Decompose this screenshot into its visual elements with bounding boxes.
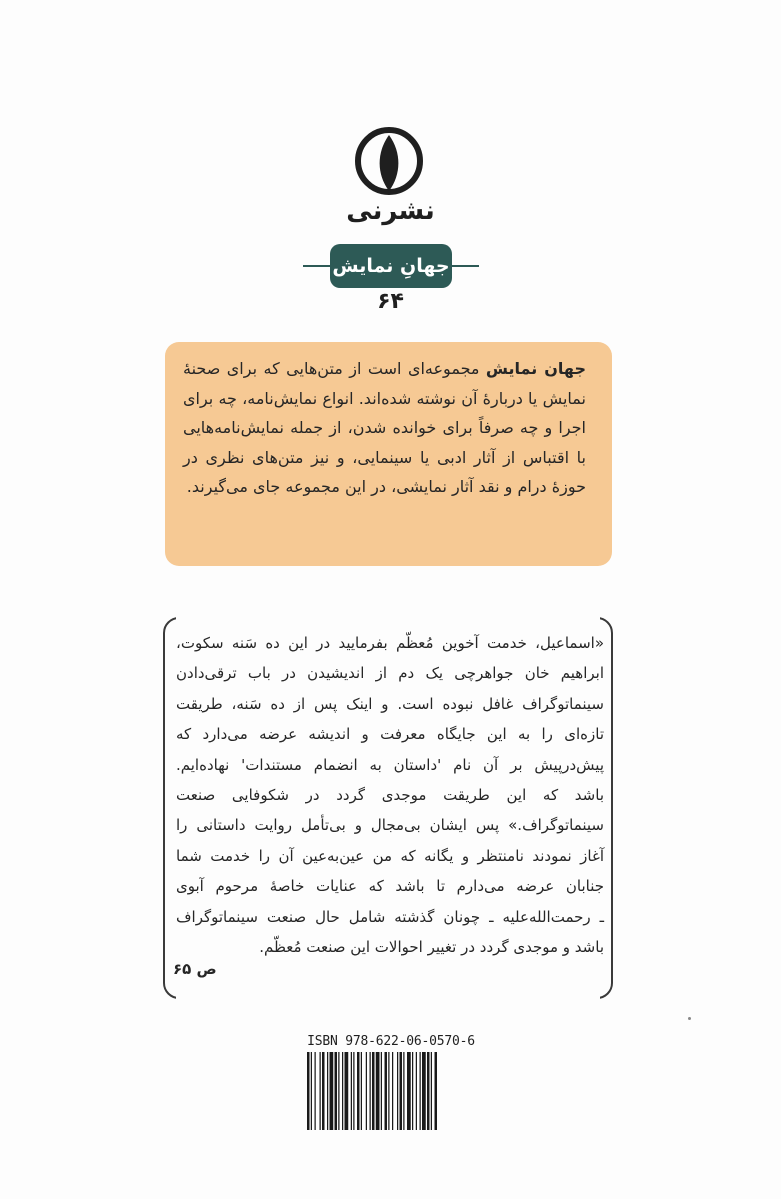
book-excerpt — [176, 628, 604, 962]
barcode-bar — [335, 1052, 338, 1130]
leaf-logo-icon — [350, 125, 428, 197]
barcode-bar — [338, 1052, 339, 1130]
barcode-bar — [388, 1052, 389, 1130]
excerpt-line: سینماتوگراف.» پس ایشان بی‌مجال و بی‌تأمل روایت داستانی را — [176, 816, 604, 835]
barcode-bar — [357, 1052, 360, 1130]
barcode-bar — [431, 1052, 432, 1130]
description-line: برای صحنهٔ نمایش یا دربارهٔ آن نوشته شده‌اند. — [183, 359, 587, 408]
barcode-bar — [376, 1052, 380, 1130]
barcode-bar — [416, 1052, 417, 1130]
series-badge-row — [0, 244, 781, 288]
barcode-bar — [322, 1052, 325, 1130]
description-lead: جهان نمایش — [485, 359, 586, 378]
excerpt-line: ابراهیم خان جواهرچی یک دم از اندیشیدن در باب ترقی‌دادن — [176, 664, 604, 683]
barcode-bar — [381, 1052, 382, 1130]
series-number: ۶۴ — [377, 289, 404, 314]
excerpt-line: تازه‌ای را به این جایگاه معرفت و اندیشه عرضه می‌دارد که — [176, 725, 604, 744]
paper-speck — [688, 1017, 691, 1020]
barcode-bar — [327, 1052, 328, 1130]
divider — [303, 265, 331, 267]
barcode-bar — [420, 1052, 421, 1130]
barcode-bar — [435, 1052, 438, 1130]
page-reference: ص ۶۵ — [173, 960, 217, 978]
frame-gap-bottom — [176, 992, 600, 1004]
excerpt-line: ـ رحمت‌الله‌علیه ـ چونان گذشته شامل حال صنعت سینماتوگراف — [176, 907, 604, 926]
barcode-bar — [315, 1052, 316, 1130]
excerpt-line: آغاز نمودند نامنتظر و یگانه که من عین‌به‌عین آن را خدمت شما — [176, 846, 604, 865]
barcode-icon — [307, 1052, 474, 1130]
barcode-bar — [307, 1052, 310, 1130]
barcode-bar — [400, 1052, 403, 1130]
excerpt-line: «اسماعیل، خدمت آخوین مُعظّم بفرمایید در این ده سَنه سکوت، — [176, 634, 604, 652]
description-line: انواع نمایش‌نامه، چه برای اجرا و چه صرفاً برای — [183, 388, 586, 437]
barcode-bar — [385, 1052, 388, 1130]
barcode-bar — [412, 1052, 413, 1130]
barcode-bar — [397, 1052, 398, 1130]
excerpt-line: سینماتوگراف غافل نبوده است. و اینک پس از ده سَنه، طریقت — [176, 694, 604, 713]
barcode-bar — [330, 1052, 334, 1130]
barcode-bar — [407, 1052, 411, 1130]
divider — [451, 265, 479, 267]
barcode-bar — [361, 1052, 362, 1130]
description-line: و نقد آثار نمایشی، در این مجموعه جای می‌گیرند. — [186, 477, 513, 496]
barcode-bar — [311, 1052, 312, 1130]
frame-gap-top — [176, 612, 600, 624]
excerpt-line: پیش‌درپیش بر آن نام 'داستان به انضمام مستندات' نهاده‌ایم. — [176, 755, 604, 774]
description-line: آثار ادبی یا سینمایی، و نیز متن‌های نظری در حوزهٔ درام — [183, 447, 586, 496]
barcode-bar — [403, 1052, 404, 1130]
description-line: خوانده شدن، از جمله نمایش‌نامه‌هایی با اقتباس از — [183, 418, 587, 467]
isbn-number: ISBN 978-622-06-0570-6 — [307, 1034, 475, 1049]
barcode-bar — [370, 1052, 371, 1130]
barcode-bar — [353, 1052, 354, 1130]
barcode-bar — [372, 1052, 375, 1130]
excerpt-line: جنابان عرضه می‌دارم تا باشد که عنایات خاصهٔ مرحوم آبوی — [176, 877, 604, 896]
barcode-bar — [366, 1052, 367, 1130]
excerpt-line: باشد و موجدی گردد در تغییر احوالات این صنعت مُعظّم. — [259, 938, 604, 957]
publisher-name: نشرنی — [346, 196, 435, 226]
barcode-bar — [422, 1052, 426, 1130]
series-badge: جهانِ نمایش — [330, 244, 452, 288]
barcode-bar — [351, 1052, 352, 1130]
barcode-bar — [345, 1052, 349, 1130]
description-line: مجموعه‌ای است از متن‌هایی که — [263, 359, 486, 378]
barcode-bar — [320, 1052, 321, 1130]
excerpt-line: باشد که این طریقت موجدی گردد در شکوفایی صنعت — [176, 786, 604, 805]
barcode-bar — [342, 1052, 343, 1130]
barcode-bar — [427, 1052, 430, 1130]
series-description — [165, 342, 612, 566]
barcode-bar — [392, 1052, 393, 1130]
